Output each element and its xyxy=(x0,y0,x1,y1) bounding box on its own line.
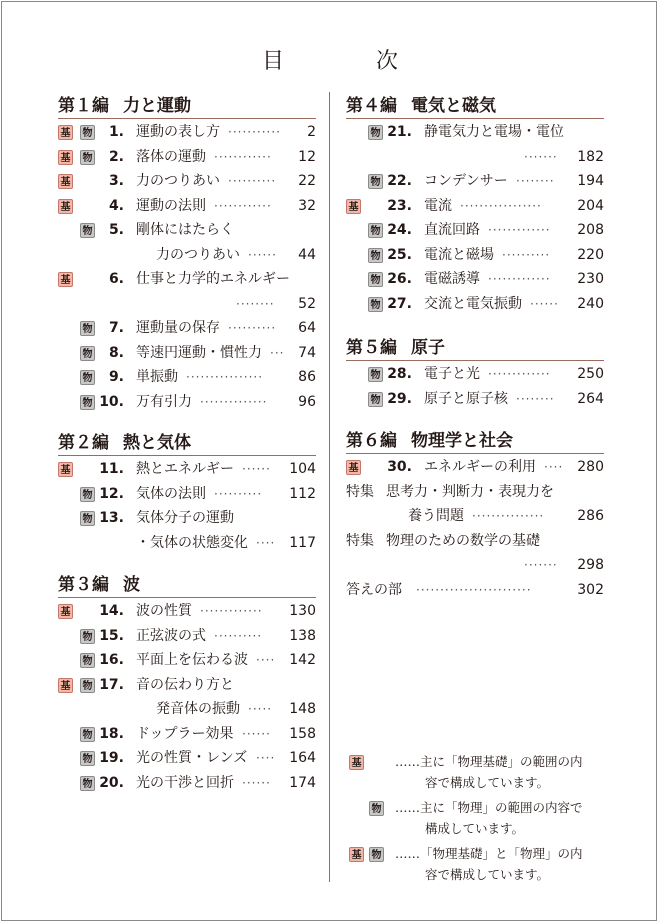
butsuri-badge: 物 xyxy=(80,653,95,668)
entry-title: 交流と電気振動 xyxy=(424,295,522,312)
page-number: 2 xyxy=(307,124,316,140)
page-number: 204 xyxy=(577,197,604,214)
leader-dots: ············· xyxy=(488,367,551,381)
leader-dots: ·········· xyxy=(214,628,263,643)
entry-number: 26. xyxy=(387,271,412,287)
entry-number: 3. xyxy=(108,173,124,189)
butsuri-badge: 物 xyxy=(80,678,95,693)
entry-title: 養う問題 xyxy=(408,508,464,524)
toc-entry[interactable] xyxy=(346,195,604,217)
butsuri-badge: 物 xyxy=(368,392,383,407)
entry-title: 電子と光 xyxy=(424,366,480,382)
entry-number: 15. xyxy=(99,627,124,644)
toc-entry[interactable] xyxy=(58,268,316,290)
entry-title: 直流回路 xyxy=(424,222,480,238)
entry-title: 正弦波の式 xyxy=(136,627,206,644)
entry-title: 単振動 xyxy=(136,369,178,385)
page-number: 220 xyxy=(577,246,604,263)
leader-dots: ···· xyxy=(544,460,564,474)
entry-number: 1. xyxy=(108,124,124,140)
entry-prefix: 答えの部 xyxy=(346,581,402,598)
kiso-badge: 基 xyxy=(58,150,73,165)
page-title-char-2: 次 xyxy=(376,49,399,74)
entry-number: 17. xyxy=(99,676,124,693)
leader-dots: ··········· xyxy=(228,125,281,139)
page-number: 264 xyxy=(577,390,604,407)
page-number: 286 xyxy=(577,508,604,524)
section-heading xyxy=(58,432,316,456)
toc-entry[interactable] xyxy=(58,293,316,315)
page-number: 52 xyxy=(298,295,316,312)
leader-dots: ········ xyxy=(516,391,555,406)
page-number: 250 xyxy=(577,366,604,382)
page-number: 138 xyxy=(289,627,316,644)
butsuri-badge: 物 xyxy=(80,511,95,526)
page-number: 96 xyxy=(298,393,316,410)
entry-number: 11. xyxy=(99,461,124,477)
leader-dots: ············ xyxy=(214,198,272,213)
entry-number: 9. xyxy=(108,369,124,385)
entry-prefix: 特集 xyxy=(346,532,374,549)
entry-number: 19. xyxy=(99,750,124,766)
toc-entry[interactable] xyxy=(58,772,316,794)
toc-entry[interactable] xyxy=(346,388,604,410)
section-number: 第５編 xyxy=(346,338,397,358)
entry-number: 23. xyxy=(387,197,412,214)
entry-number: 2. xyxy=(108,148,124,165)
entry-title: 力のつりあい xyxy=(156,246,240,263)
legend-text: ……主に「物理」の範囲の内容で xyxy=(395,800,583,815)
section-heading xyxy=(346,337,604,361)
toc-entry[interactable] xyxy=(58,219,316,241)
leader-dots: ······ xyxy=(242,726,271,741)
entry-title: 万有引力 xyxy=(136,393,192,410)
page-number: 12 xyxy=(298,148,316,165)
page-number: 208 xyxy=(577,222,604,238)
section-title: 原子 xyxy=(411,338,445,358)
toc-entry[interactable] xyxy=(58,146,316,168)
section-number: 第３編 xyxy=(58,575,109,595)
toc-entry[interactable] xyxy=(346,456,604,478)
butsuri-badge: 物 xyxy=(80,751,95,766)
leader-dots: ······· xyxy=(524,558,558,572)
leader-dots: ············ xyxy=(214,149,272,164)
page-number: 174 xyxy=(289,774,316,791)
page-number: 112 xyxy=(289,485,316,502)
section-heading xyxy=(346,430,604,454)
entry-title: 光の干渉と回折 xyxy=(136,774,234,791)
leader-dots: ············· xyxy=(488,223,551,237)
leader-dots: ··············· xyxy=(472,509,545,523)
entry-title: 力のつりあい xyxy=(136,173,220,189)
leader-dots: ···· xyxy=(256,535,276,550)
toc-entry[interactable] xyxy=(58,698,316,720)
entry-number: 14. xyxy=(99,603,124,619)
kiso-badge: 基 xyxy=(58,125,73,140)
entry-number: 8. xyxy=(108,344,124,361)
entry-title: 落体の運動 xyxy=(136,148,206,165)
leader-dots: ······· xyxy=(524,149,558,164)
section-title: 物理学と社会 xyxy=(411,431,513,451)
toc-entry[interactable] xyxy=(58,507,316,529)
toc-entry[interactable] xyxy=(58,625,316,647)
page-number: 86 xyxy=(298,369,316,385)
butsuri-badge: 物 xyxy=(368,367,383,382)
leader-dots: ···· xyxy=(256,751,276,765)
entry-number: 18. xyxy=(99,725,124,742)
section-heading xyxy=(58,95,316,119)
butsuri-badge: 物 xyxy=(80,629,95,644)
toc-entry[interactable] xyxy=(58,317,316,339)
entry-title: 熱とエネルギー xyxy=(136,461,234,477)
entry-number: 27. xyxy=(387,295,412,312)
page-title-char-1: 目 xyxy=(261,49,284,74)
toc-entry[interactable] xyxy=(346,363,604,385)
leader-dots: ············· xyxy=(488,272,551,286)
butsuri-badge: 物 xyxy=(369,847,384,862)
entry-number: 24. xyxy=(387,222,412,238)
entry-title: 気体分子の運動 xyxy=(136,510,234,526)
leader-dots: ········ xyxy=(236,296,275,311)
entry-title: 光の性質・レンズ xyxy=(136,750,248,766)
legend-text: ……「物理基礎」と「物理」の内 xyxy=(395,846,583,861)
column-divider xyxy=(329,92,330,882)
leader-dots: ················ xyxy=(186,370,264,384)
leader-dots: ·········· xyxy=(214,486,263,501)
page-number: 64 xyxy=(298,320,316,336)
toc-entry[interactable] xyxy=(58,244,316,266)
section-title: 熱と気体 xyxy=(123,433,191,453)
butsuri-badge: 物 xyxy=(80,727,95,742)
butsuri-badge: 物 xyxy=(80,487,95,502)
leader-dots: ······ xyxy=(530,296,559,311)
toc-entry[interactable] xyxy=(58,391,316,413)
toc-entry[interactable] xyxy=(346,481,604,503)
entry-number: 7. xyxy=(108,320,124,336)
page-number: 22 xyxy=(298,173,316,189)
leader-dots: ·········· xyxy=(228,321,277,335)
toc-entry[interactable] xyxy=(58,121,316,143)
entry-number: 22. xyxy=(387,173,412,189)
entry-title: 平面上を伝わる波 xyxy=(136,652,248,668)
butsuri-badge: 物 xyxy=(368,174,383,189)
toc-entry[interactable] xyxy=(346,170,604,192)
entry-number: 16. xyxy=(99,652,124,668)
kiso-badge: 基 xyxy=(349,847,364,862)
leader-dots: ····· xyxy=(248,702,273,716)
entry-title: 波の性質 xyxy=(136,603,192,619)
legend-text: 容で構成しています。 xyxy=(425,775,550,790)
toc-entry[interactable] xyxy=(58,674,316,696)
entry-prefix: 特集 xyxy=(346,483,374,500)
section-heading xyxy=(58,574,316,598)
leader-dots: ······ xyxy=(248,247,277,262)
entry-title: 電磁誘導 xyxy=(424,271,480,287)
entry-title: 運動の表し方 xyxy=(136,124,220,140)
toc-entry[interactable] xyxy=(346,268,604,290)
page-number: 194 xyxy=(577,173,604,189)
entry-title: 原子と原子核 xyxy=(424,390,508,407)
butsuri-badge: 物 xyxy=(80,395,95,410)
toc-entry[interactable] xyxy=(346,121,604,143)
page-number: 302 xyxy=(577,581,604,598)
butsuri-badge: 物 xyxy=(80,321,95,336)
butsuri-badge: 物 xyxy=(368,297,383,312)
page-number: 182 xyxy=(577,148,604,165)
toc-entry[interactable] xyxy=(58,195,316,217)
kiso-badge: 基 xyxy=(58,174,73,189)
entry-number: 20. xyxy=(99,774,124,791)
butsuri-badge: 物 xyxy=(80,346,95,361)
page-number: 32 xyxy=(298,197,316,214)
toc-entry[interactable] xyxy=(58,342,316,364)
page-number: 104 xyxy=(289,461,316,477)
toc-entry[interactable] xyxy=(346,554,604,576)
butsuri-badge: 物 xyxy=(80,125,95,140)
leader-dots: ························ xyxy=(416,582,532,597)
toc-entry[interactable] xyxy=(346,579,604,601)
leader-dots: ······ xyxy=(242,462,271,476)
entry-number: 13. xyxy=(99,510,124,526)
entry-title: 物理のための数学の基礎 xyxy=(386,532,540,549)
toc-entry[interactable] xyxy=(58,170,316,192)
toc-entry[interactable] xyxy=(58,483,316,505)
leader-dots: ········ xyxy=(516,174,555,188)
butsuri-badge: 物 xyxy=(368,248,383,263)
entry-number: 29. xyxy=(387,390,412,407)
entry-title: ・気体の状態変化 xyxy=(136,534,248,551)
leader-dots: ············· xyxy=(200,604,263,618)
entry-number: 12. xyxy=(99,485,124,502)
page-number: 148 xyxy=(289,701,316,717)
legend-text: 容で構成しています。 xyxy=(425,867,550,882)
entry-title: 音の伝わり方と xyxy=(136,676,234,693)
page-number: 142 xyxy=(289,652,316,668)
toc-entry[interactable] xyxy=(58,747,316,769)
page-number: 164 xyxy=(289,750,316,766)
page-title xyxy=(0,44,660,75)
kiso-badge: 基 xyxy=(349,755,364,770)
page-number: 280 xyxy=(577,459,604,475)
toc-entry[interactable] xyxy=(346,244,604,266)
entry-title: 静電気力と電場・電位 xyxy=(424,124,564,140)
butsuri-badge: 物 xyxy=(80,370,95,385)
legend-text: 構成しています。 xyxy=(425,821,525,836)
toc-entry[interactable] xyxy=(58,366,316,388)
entry-title: 剛体にはたらく xyxy=(136,222,234,238)
entry-number: 6. xyxy=(108,271,124,287)
leader-dots: ··· xyxy=(270,345,285,360)
butsuri-badge: 物 xyxy=(80,776,95,791)
page-number: 298 xyxy=(577,557,604,573)
entry-title: 電流と磁場 xyxy=(424,246,494,263)
page-number: 130 xyxy=(289,603,316,619)
section-title: 電気と磁気 xyxy=(411,96,496,116)
toc-entry[interactable] xyxy=(346,219,604,241)
kiso-badge: 基 xyxy=(58,462,73,477)
kiso-badge: 基 xyxy=(58,199,73,214)
toc-entry[interactable] xyxy=(58,458,316,480)
entry-title: エネルギーの利用 xyxy=(424,459,536,475)
entry-number: 10. xyxy=(99,393,124,410)
section-title: 力と運動 xyxy=(123,96,191,116)
entry-title: 運動の法則 xyxy=(136,197,206,214)
toc-entry[interactable] xyxy=(346,293,604,315)
section-number: 第４編 xyxy=(346,96,397,116)
toc-entry[interactable] xyxy=(58,532,316,554)
entry-title: 仕事と力学的エネルギー xyxy=(136,271,290,287)
leader-dots: ·············· xyxy=(200,394,268,409)
leader-dots: ················· xyxy=(460,198,542,213)
toc-entry[interactable] xyxy=(346,505,604,527)
butsuri-badge: 物 xyxy=(80,223,95,238)
section-number: 第１編 xyxy=(58,96,109,116)
leader-dots: ·········· xyxy=(228,174,277,188)
entry-number: 21. xyxy=(387,124,412,140)
entry-title: コンデンサー xyxy=(424,173,508,189)
toc-entry[interactable] xyxy=(346,146,604,168)
butsuri-badge: 物 xyxy=(368,272,383,287)
entry-title: 等速円運動・慣性力 xyxy=(136,344,262,361)
entry-number: 5. xyxy=(108,222,124,238)
entry-title: ドップラー効果 xyxy=(136,725,234,742)
legend-text: ……主に「物理基礎」の範囲の内 xyxy=(395,754,583,769)
butsuri-badge: 物 xyxy=(368,223,383,238)
entry-number: 28. xyxy=(387,366,412,382)
butsuri-badge: 物 xyxy=(368,125,383,140)
kiso-badge: 基 xyxy=(346,460,361,475)
toc-entry[interactable] xyxy=(346,530,604,552)
page-number: 158 xyxy=(289,725,316,742)
entry-title: 運動量の保存 xyxy=(136,320,220,336)
page-number: 74 xyxy=(298,344,316,361)
entry-title: 電流 xyxy=(424,197,452,214)
entry-title: 思考力・判断力・表現力を xyxy=(386,483,554,500)
section-number: 第２編 xyxy=(58,433,109,453)
page-number: 117 xyxy=(289,534,316,551)
butsuri-badge: 物 xyxy=(369,801,384,816)
toc-entry[interactable] xyxy=(58,600,316,622)
section-title: 波 xyxy=(123,575,140,595)
section-number: 第６編 xyxy=(346,431,397,451)
entry-number: 30. xyxy=(387,459,412,475)
kiso-badge: 基 xyxy=(58,604,73,619)
entry-number: 4. xyxy=(108,197,124,214)
entry-number: 25. xyxy=(387,246,412,263)
leader-dots: ·········· xyxy=(502,247,551,262)
entry-title: 発音体の振動 xyxy=(156,701,240,717)
leader-dots: ···· xyxy=(256,653,276,667)
toc-entry[interactable] xyxy=(58,649,316,671)
page-number: 240 xyxy=(577,295,604,312)
kiso-badge: 基 xyxy=(58,272,73,287)
page-number: 230 xyxy=(577,271,604,287)
butsuri-badge: 物 xyxy=(80,150,95,165)
entry-title: 気体の法則 xyxy=(136,485,206,502)
leader-dots: ······ xyxy=(242,775,271,790)
kiso-badge: 基 xyxy=(58,678,73,693)
toc-entry[interactable] xyxy=(58,723,316,745)
page-number: 44 xyxy=(298,246,316,263)
section-heading xyxy=(346,95,604,119)
kiso-badge: 基 xyxy=(346,199,361,214)
